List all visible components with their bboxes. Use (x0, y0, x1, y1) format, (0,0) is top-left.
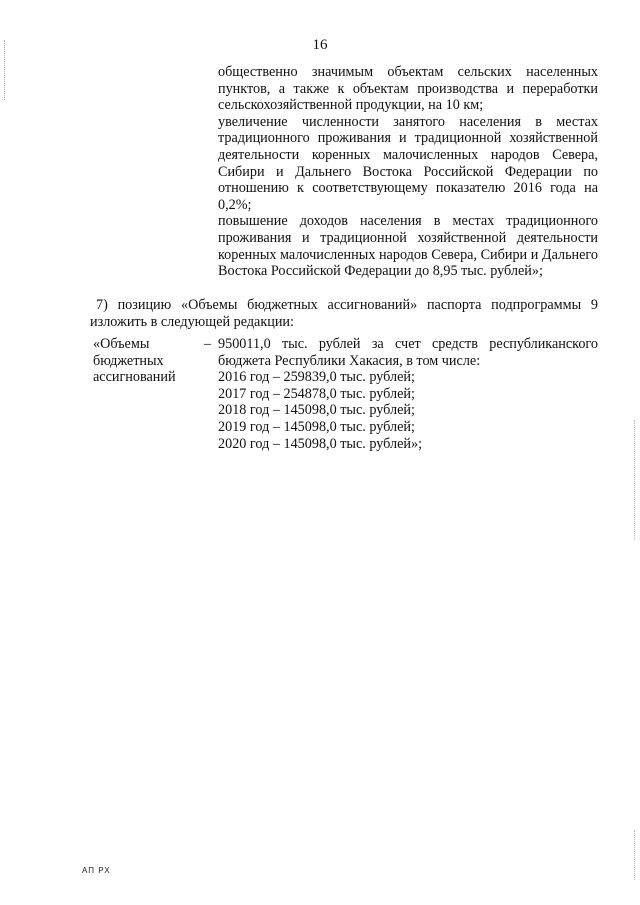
text-line: общественно значимым объектам сельских населенных (218, 64, 598, 80)
table-value-line: бюджета Республики Хакасия, в том числе: (218, 352, 481, 369)
footer-stamp: АП РХ (82, 866, 111, 875)
paragraph-7-line-1: 7) позицию «Объемы бюджетных ассигнований» паспорта подпрограммы 9 (96, 297, 598, 313)
text-line: отношению к соответствующему показателю 2016 года на (218, 180, 598, 197)
page-number: 16 (312, 37, 328, 53)
scan-edge-right-lower (634, 830, 636, 880)
scan-edge-right (634, 420, 636, 540)
table-value-line: 2020 год – 145098,0 тыс. рублей»; (218, 435, 423, 452)
text-line: коренных малочисленных народов Севера, Сибири и Дальнего (218, 246, 598, 263)
table-value-cell (218, 336, 598, 452)
text-line: 0,2%; (218, 196, 252, 213)
table-value-line: 2018 год – 145098,0 тыс. рублей; (218, 402, 415, 419)
table-value-line: 950011,0 тыс. рублей за счет средств республиканского (218, 336, 598, 352)
text-line: деятельности коренных малочисленных народов Севера, (218, 146, 598, 163)
text-line: сельскохозяйственной продукции, на 10 км; (218, 97, 484, 114)
text-line: Востока Российской Федерации до 8,95 тыс. рублей»; (218, 263, 543, 280)
paragraph-7 (90, 297, 598, 330)
table-label-line: «Объемы (93, 336, 150, 352)
text-line: проживания и традиционной хозяйственной деятельности (218, 229, 598, 246)
table-value-line: 2019 год – 145098,0 тыс. рублей; (218, 418, 415, 435)
table-dash: – (204, 336, 212, 352)
text-line: увеличение численности занятого населения в местах (218, 113, 598, 130)
paragraph-7-line-2: изложить в следующей редакции: (90, 313, 294, 330)
text-line: Сибири и Дальнего Востока Российской Федерации по (218, 163, 598, 180)
continuation-text-block (218, 64, 598, 280)
text-line: пунктов, а также к объектам производства и переработки (218, 80, 598, 97)
table-label-line: ассигнований (93, 369, 176, 386)
text-line: повышение доходов населения в местах традиционного (218, 213, 598, 230)
table-value-line: 2017 год – 254878,0 тыс. рублей; (218, 385, 415, 402)
text-line: традиционного проживания и традиционной хозяйственной (218, 130, 598, 147)
table-label-line: бюджетных (93, 352, 164, 369)
table-value-line: 2016 год – 259839,0 тыс. рублей; (218, 369, 415, 386)
table-label-cell (93, 336, 201, 386)
